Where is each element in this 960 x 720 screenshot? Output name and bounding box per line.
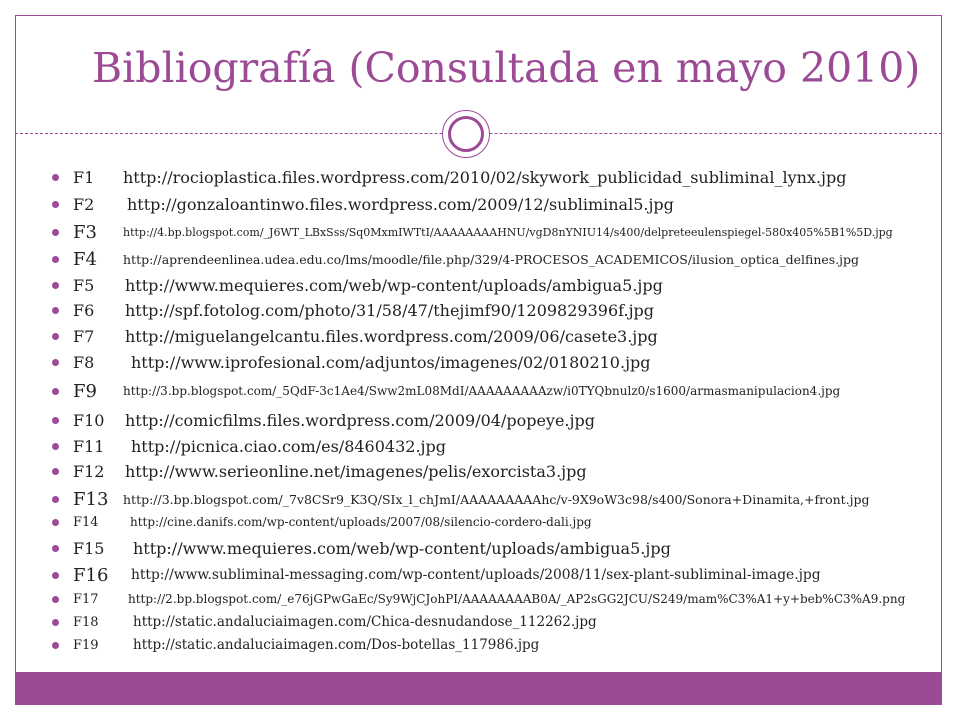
reference-id: F13 [73,488,109,510]
reference-url-link[interactable]: http://aprendeenlinea.udea.edu.co/lms/moodle/file.php/329/4-PROCESOS_ACADEMICOS/ilusion_optica_delfines.jpg [123,251,860,267]
reference-id: F1 [73,167,95,187]
reference-item [52,248,859,270]
reference-url-link[interactable]: http://spf.fotolog.com/photo/31/58/47/thejimf90/1209829396f.jpg [125,300,655,320]
bullet-icon [52,359,59,366]
reference-id: F11 [73,436,105,456]
bullet-icon [52,282,59,289]
bullet-icon [52,468,59,475]
reference-url-link[interactable]: http://comicfilms.files.wordpress.com/2009/04/popeye.jpg [125,410,595,430]
reference-id: F3 [73,221,97,243]
bullet-icon [52,388,59,395]
slide-title: Bibliografía (Consultada en mayo 2010) [92,44,921,92]
reference-url-link[interactable]: http://2.bp.blogspot.com/_e76jGPwGaEc/Sy9WjCJohPI/AAAAAAAAB0A/_AP2sGG2JCU/S249/mam%C3%A1+y+beb%C3%A9.png [128,592,906,606]
reference-url-link[interactable]: http://static.andaluciaimagen.com/Chica-desnudandose_112262.jpg [133,614,597,630]
reference-id: F17 [73,591,99,607]
reference-id: F4 [73,248,97,270]
footer-bar [15,672,942,705]
reference-url-link[interactable]: http://picnica.ciao.com/es/8460432.jpg [131,436,446,456]
reference-item [52,274,663,296]
reference-url-link[interactable]: http://cine.danifs.com/wp-content/uploads/2007/08/silencio-cordero-dali.jpg [130,515,592,529]
reference-item [52,488,870,510]
reference-url-link[interactable]: http://miguelangelcantu.files.wordpress.com/2009/06/casete3.jpg [125,326,658,346]
bullet-icon [52,201,59,208]
reference-item [52,221,893,243]
reference-url-link[interactable]: http://www.subliminal-messaging.com/wp-content/uploads/2008/11/sex-plant-subliminal-image.jpg [131,567,821,583]
reference-id: F6 [73,300,95,320]
bullet-icon [52,572,59,579]
reference-url-link[interactable]: http://www.mequieres.com/web/wp-content/uploads/ambigua5.jpg [125,275,663,295]
reference-id: F7 [73,326,95,346]
bullet-icon [52,545,59,552]
reference-id: F16 [73,564,109,586]
reference-id: F5 [73,275,95,295]
reference-id: F14 [73,514,99,530]
reference-item [52,435,446,457]
reference-id: F8 [73,352,95,372]
reference-item [52,325,658,347]
reference-url-link[interactable]: http://3.bp.blogspot.com/_7v8CSr9_K3Q/SIx_l_chJmI/AAAAAAAAAhc/v-9X9oW3c98/s400/Sonora+Dinamita,+front.jpg [123,491,870,507]
reference-item [52,611,597,633]
reference-id: F18 [73,614,99,630]
reference-url-link[interactable]: http://www.iprofesional.com/adjuntos/imagenes/02/0180210.jpg [131,352,651,372]
reference-item [52,166,846,188]
reference-url-link[interactable]: http://www.serieonline.net/imagenes/pelis/exorcista3.jpg [125,461,587,481]
reference-id: F9 [73,380,97,402]
reference-url-link[interactable]: http://gonzaloantinwo.files.wordpress.com/2009/12/subliminal5.jpg [127,194,674,214]
bullet-icon [52,496,59,503]
reference-url-link[interactable]: http://www.mequieres.com/web/wp-content/uploads/ambigua5.jpg [133,538,671,558]
bullet-icon [52,619,59,626]
reference-id: F2 [73,194,95,214]
bullet-icon [52,642,59,649]
bullet-icon [52,417,59,424]
bullet-icon [52,596,59,603]
reference-item [52,564,821,586]
reference-item [52,511,592,533]
reference-id: F12 [73,461,105,481]
reference-item [52,460,587,482]
reference-item [52,299,654,321]
reference-item [52,193,674,215]
reference-item [52,351,651,373]
reference-item [52,380,840,402]
reference-url-link[interactable]: http://rocioplastica.files.wordpress.com/2010/02/skywork_publicidad_subliminal_lynx.jpg [123,167,847,187]
bullet-icon [52,256,59,263]
bullet-icon [52,333,59,340]
bullet-icon [52,174,59,181]
reference-item [52,537,671,559]
bullet-icon [52,519,59,526]
bullet-icon [52,229,59,236]
bullet-icon [52,307,59,314]
reference-id: F19 [73,637,99,653]
reference-url-link[interactable]: http://3.bp.blogspot.com/_5QdF-3c1Ae4/Sww2mL08MdI/AAAAAAAAAzw/i0TYQbnulz0/s1600/armasmanipulacion4.jpg [123,384,841,398]
reference-url-link[interactable]: http://static.andaluciaimagen.com/Dos-botellas_117986.jpg [133,637,540,653]
reference-item [52,588,905,610]
reference-item [52,634,539,656]
circle-ornament-icon [442,110,490,158]
reference-item [52,409,595,431]
reference-url-link[interactable]: http://4.bp.blogspot.com/_J6WT_LBxSss/Sq0MxmIWTtI/AAAAAAAAHNU/vgD8nYNIU14/s400/delpreteeulenspiegel-580x405%5B1%5D.jpg [123,225,893,239]
bullet-icon [52,443,59,450]
reference-id: F10 [73,410,105,430]
reference-id: F15 [73,538,105,558]
